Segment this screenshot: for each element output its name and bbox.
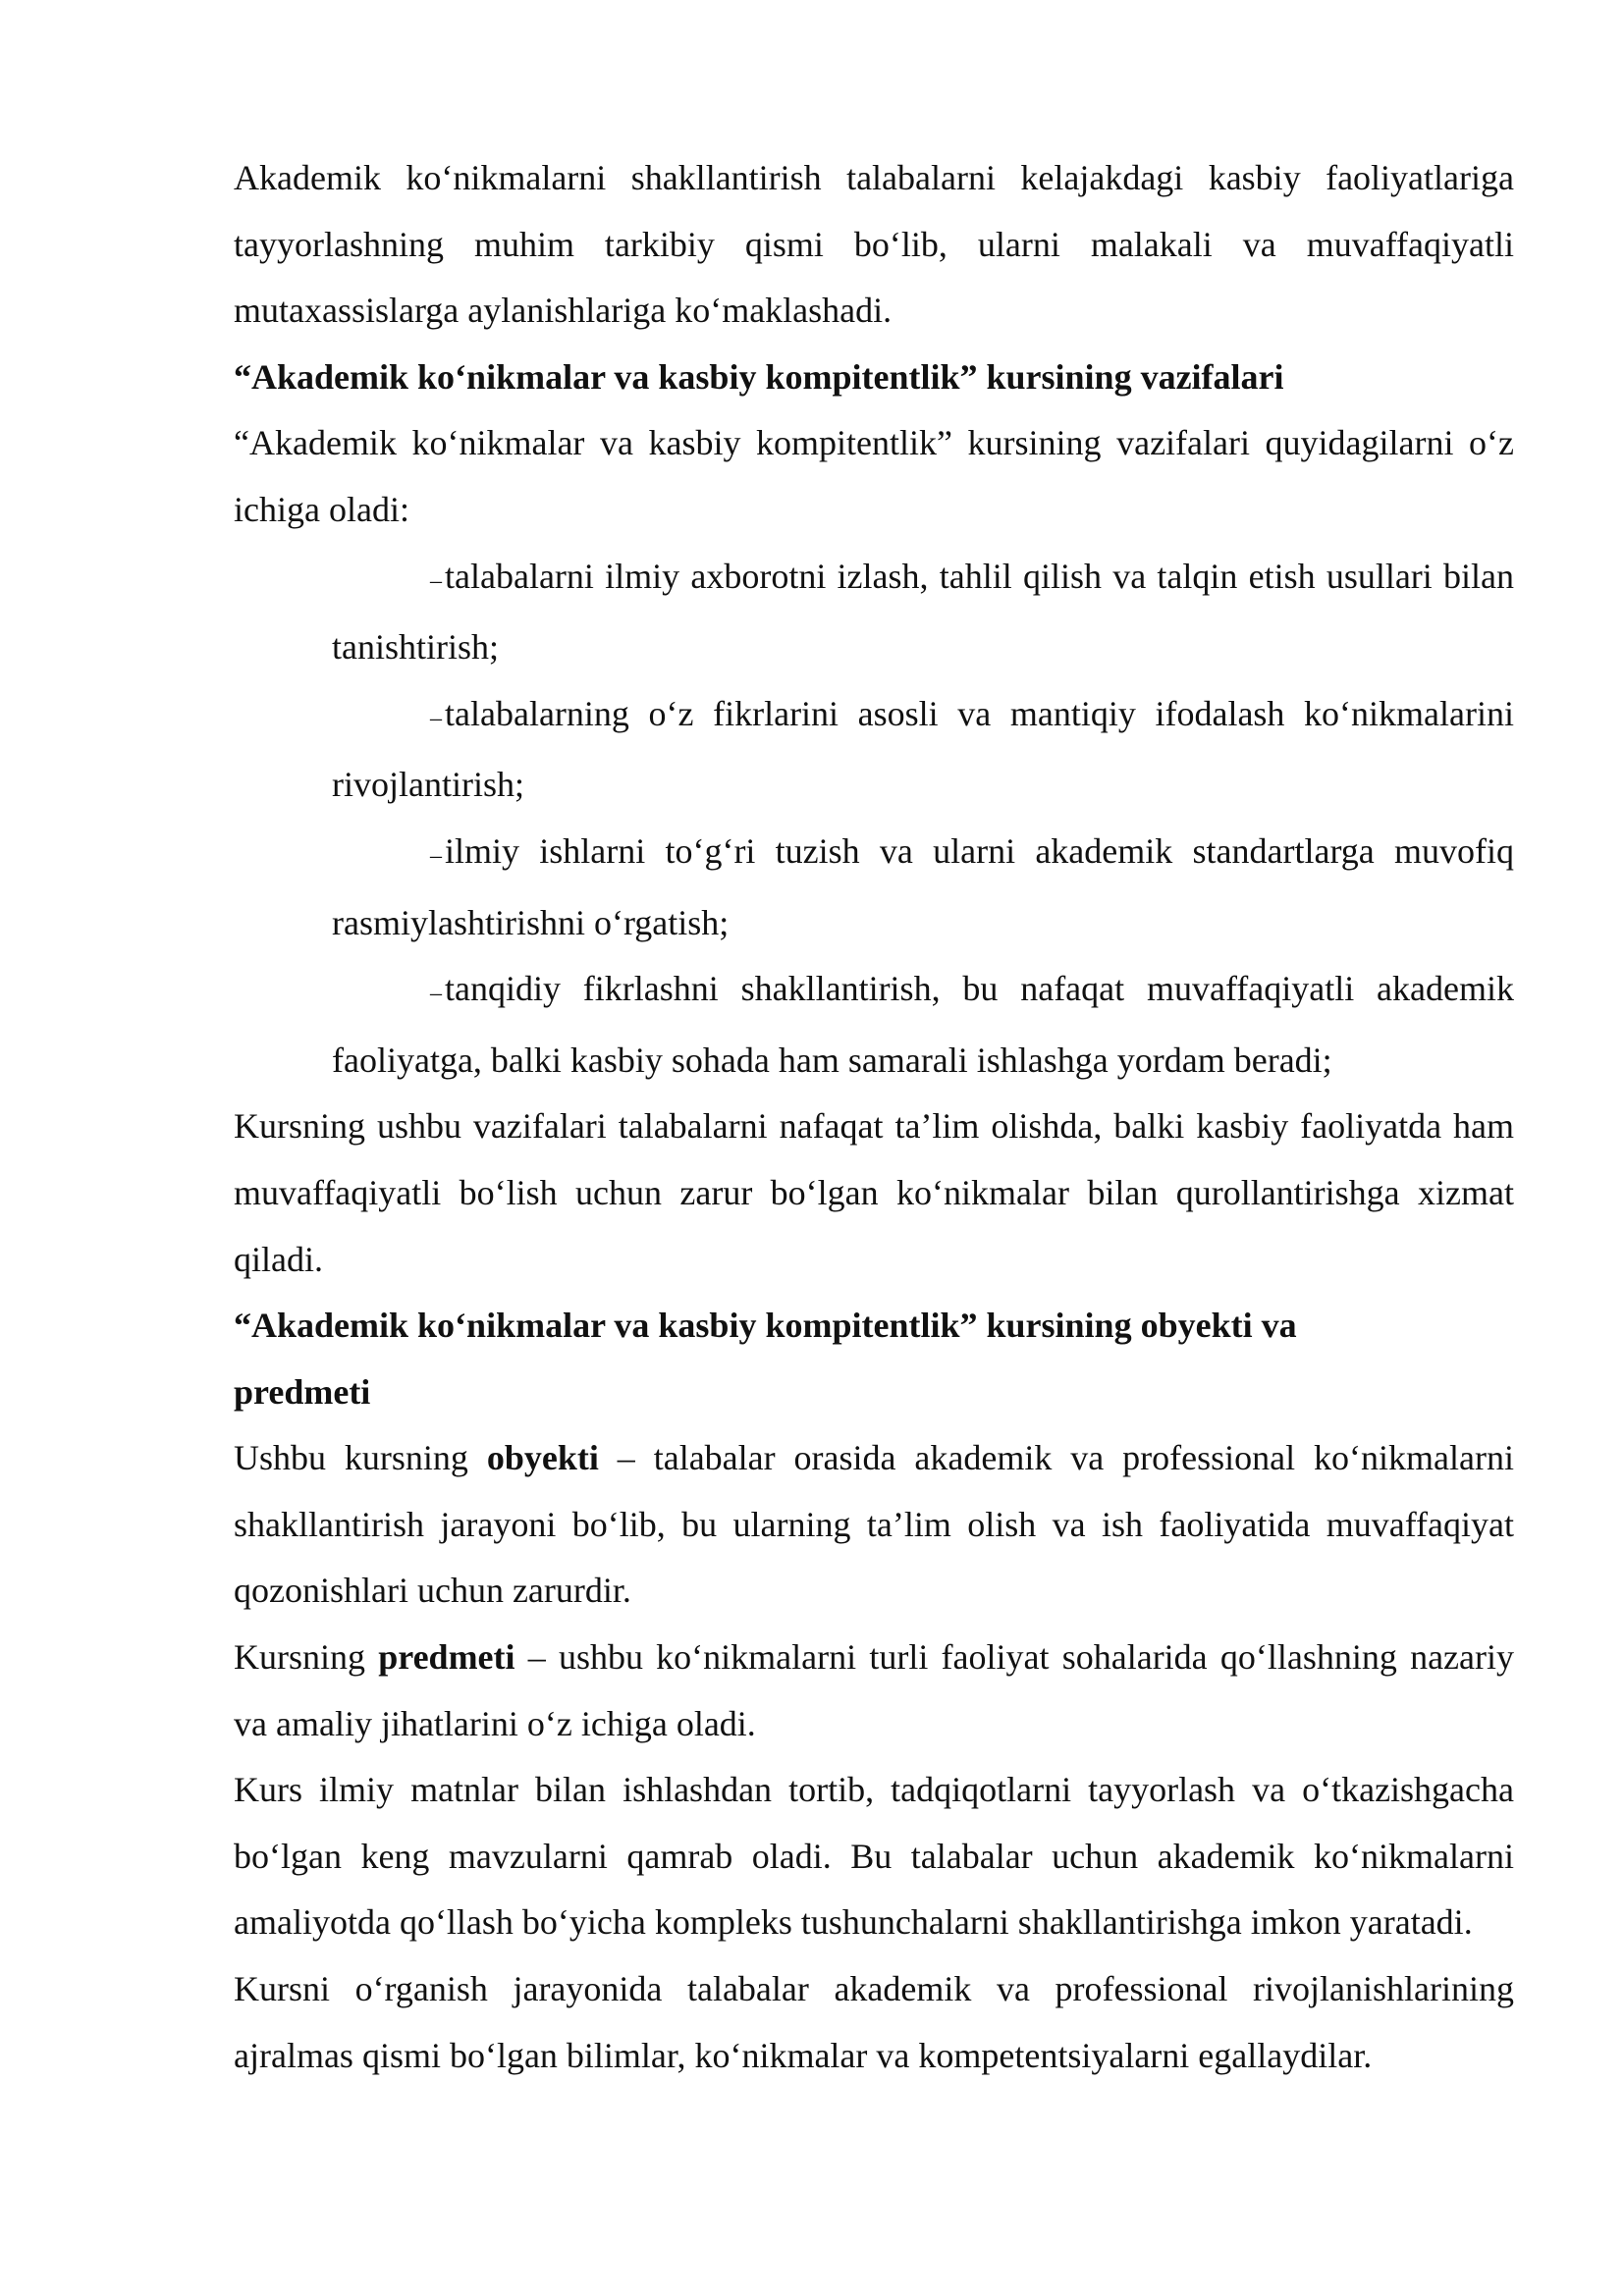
dash-marker: – [430, 567, 442, 594]
list-item [332, 956, 1514, 1094]
object-paragraph [234, 1425, 1514, 1625]
list-item [332, 819, 1514, 956]
tasks-summary-paragraph: Kursning ushbu vazifalari talabalarni nafaqat ta’lim olishda, balki kasbiy faoliyatda ham muvaffaqiyatli bo‘lish uchun zarur bo‘lgan ko‘nikmalar bilan qurollantirishga xizmat qiladi. [234, 1106, 1514, 1279]
object-term: obyekti [486, 1438, 599, 1478]
task-text: talabalarning o‘z fikrlarini asosli va mantiqiy ifodalash ko‘nikmalarini rivojlantirish; [332, 693, 1514, 805]
dash-marker: – [430, 705, 442, 731]
list-item [332, 544, 1514, 681]
tasks-list [234, 544, 1514, 1095]
object-text: – talabalar orasida akademik va professional ko‘nikmalarni shakllantirish jarayoni bo‘lib, bu ularning ta’lim olish va ish faoliyatida muvaffaqiyat qozonishlari uchun zarurdir. [234, 1438, 1514, 1611]
subject-text: – ushbu ko‘nikmalarni turli faoliyat sohalarida qo‘llashning nazariy va amaliy jihatlarini o‘z ichiga oladi. [234, 1637, 1514, 1743]
scope-paragraph: Kurs ilmiy matnlar bilan ishlashdan tortib, tadqiqotlarni tayyorlash va o‘tkazishgacha bo‘lgan keng mavzularni qamrab oladi. Bu talabalar uchun akademik ko‘nikmalarni amaliyotda qo‘llash bo‘yicha kompleks tushunchalarni shakllantirishga imkon yaratadi. [234, 1770, 1514, 1943]
task-text: talabalarni ilmiy axborotni izlash, tahlil qilish va talqin etish usullari bilan tanishtirish; [332, 556, 1514, 667]
dash-marker: – [430, 981, 442, 1007]
task-text: tanqidiy fikrlashni shakllantirish, bu nafaqat muvaffaqiyatli akademik faoliyatga, balki kasbiy sohada ham samarali ishlashga yordam beradi; [332, 969, 1514, 1080]
tasks-heading: “Akademik ko‘nikmalar va kasbiy kompitentlik” kursining vazifalari [234, 356, 1284, 397]
list-item [332, 681, 1514, 819]
document-page [234, 145, 1514, 2089]
outcome-paragraph: Kursni o‘rganish jarayonida talabalar akademik va professional rivojlanishlarining ajralmas qismi bo‘lgan bilimlar, ko‘nikmalar va kompetentsiyalarni egallaydilar. [234, 1969, 1514, 2075]
dash-marker: – [430, 842, 442, 869]
object-prefix: Ushbu kursning [234, 1438, 487, 1478]
object-heading-line2: predmeti [234, 1371, 371, 1412]
subject-paragraph [234, 1625, 1514, 1757]
object-heading-line1: “Akademik ko‘nikmalar va kasbiy kompitentlik” kursining obyekti va [234, 1306, 1297, 1346]
tasks-intro-paragraph: “Akademik ko‘nikmalar va kasbiy kompitentlik” kursining vazifalari quyidagilarni o‘z ichiga oladi: [234, 423, 1514, 529]
intro-paragraph: Akademik ko‘nikmalarni shakllantirish talabalarni kelajakdagi kasbiy faoliyatlariga tayyorlashning muhim tarkibiy qismi bo‘lib, ularni malakali va muvaffaqiyatli mutaxassislarga aylanishlariga ko‘maklashadi. [234, 158, 1514, 331]
object-heading [234, 1293, 1514, 1425]
subject-term: predmeti [378, 1637, 515, 1678]
subject-prefix: Kursning [234, 1637, 379, 1678]
task-text: ilmiy ishlarni to‘g‘ri tuzish va ularni akademik standartlarga muvofiq rasmiylashtirishni o‘rgatish; [332, 830, 1514, 942]
